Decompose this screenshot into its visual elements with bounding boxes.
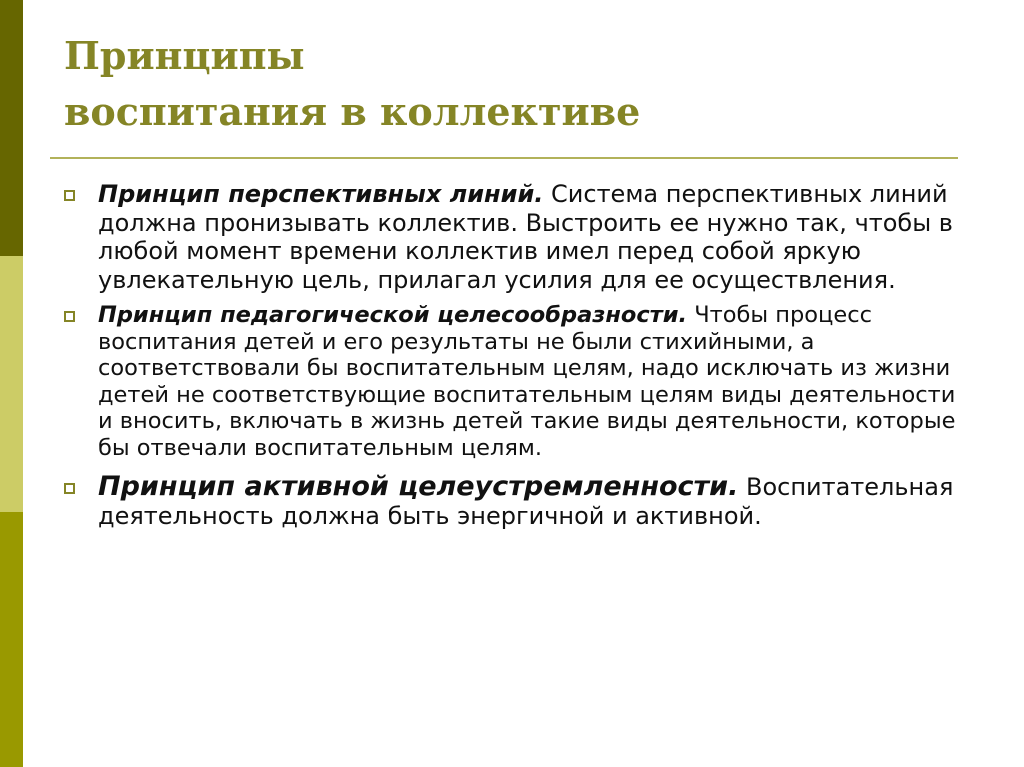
item-lead: Принцип перспективных линий. (98, 180, 544, 208)
item-lead: Принцип педагогической целесообразности. (98, 302, 688, 328)
slide-title-line-2: воспитания в коллективе (64, 89, 641, 134)
side-stripe-dark (0, 0, 23, 256)
item-text: Воспитательная деятельность должна быть энергичной и активной. (98, 473, 954, 530)
item-lead: Принцип активной целеустремленности. (98, 471, 739, 502)
bullet-list (64, 180, 964, 530)
square-bullet-icon (64, 311, 75, 322)
title-divider (50, 157, 958, 159)
side-stripe-mid (0, 512, 23, 767)
slide-title (64, 28, 640, 140)
item-text: Чтобы процесс воспитания детей и его результаты не были стихийными, а соответствовали бы воспитательным целям, надо исключать из жизни детей не соответствующие воспитательным целям виды деятельности и вносить, включать в жизнь детей такие виды деятельности, которые бы отвечали воспитательным целям. (98, 302, 956, 461)
slide-title-line-1: Принципы (64, 33, 305, 78)
square-bullet-icon (64, 190, 75, 201)
list-item (64, 473, 964, 530)
side-stripe-light (0, 256, 23, 512)
item-text: Система перспективных линий должна пронизывать коллектив. Выстроить ее нужно так, чтобы в любой момент времени коллектив имел перед собой яркую увлекательную цель, прилагал усилия для ее осуществления. (98, 180, 953, 294)
list-item (64, 302, 964, 461)
list-item (64, 180, 964, 294)
square-bullet-icon (64, 483, 75, 494)
